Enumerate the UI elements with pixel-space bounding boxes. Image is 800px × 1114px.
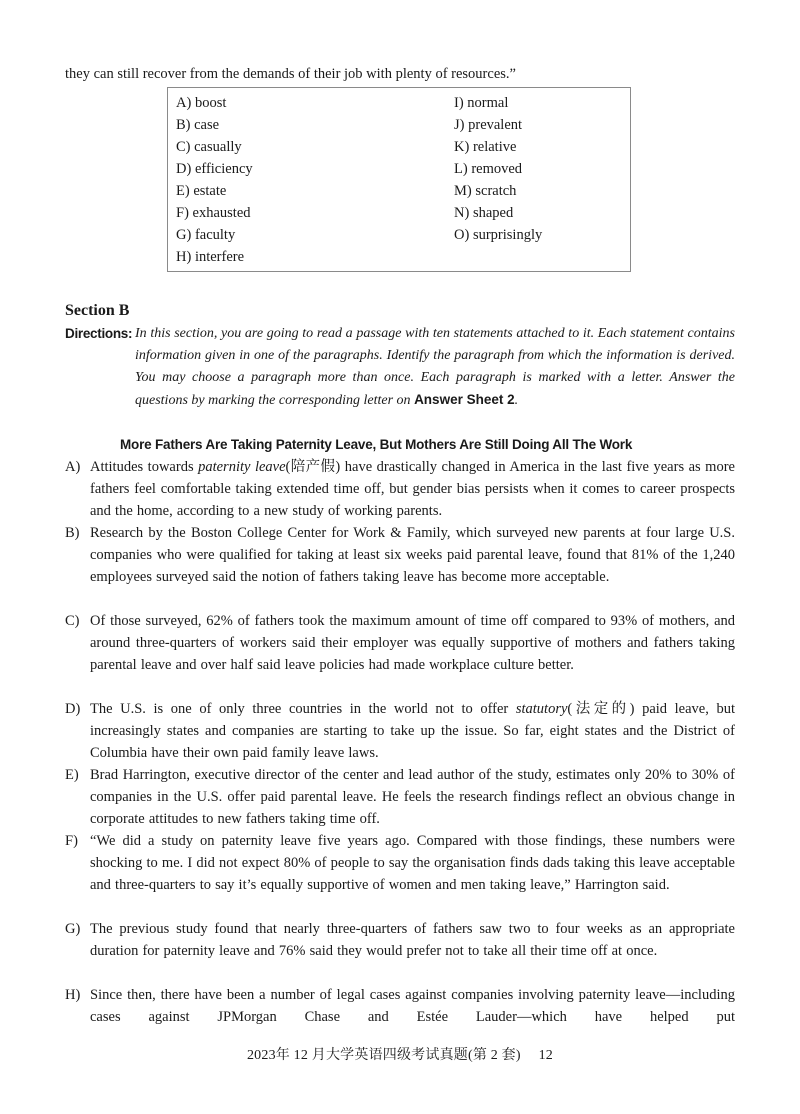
directions-label: Directions: (65, 326, 133, 341)
section-title: Section B (65, 302, 130, 319)
paragraph-b: B) Research by the Boston College Center for Work & Family, which surveyed new parents at four large U.S. companies who were qualified for taking at least six weeks paid parental leave, found that 81% of the 1,240 employees surveyed said the notion of fathers taking leave has become more acceptable. (65, 522, 735, 588)
chinese-gloss: (法定的) (567, 701, 635, 717)
word-option: J) prevalent (454, 117, 523, 133)
word-option: O) surprisingly (454, 227, 543, 243)
paragraph-a: A) Attitudes towards paternity leave(陪产假) have drastically changed in America in the last five years as more fathers feel comfortable taking extended time off, but gender bias persists when it comes to career prospects and the home, according to a new study of working parents. (65, 456, 735, 522)
page-footer: 2023年 12 月大学英语四级考试真题(第 2 套) 12 (246, 1048, 554, 1063)
chinese-gloss: (陪产假) (285, 459, 341, 475)
previous-passage-tail: they can still recover from the demands of their job with plenty of resources.” (65, 66, 516, 82)
paragraph-e: E) Brad Harrington, executive director of the center and lead author of the study, estimates only 20% to 30% of companies in the U.S. offer paid parental leave. He feels the research findings reflect an obvious change in corporate attitudes to new fathers taking time off. (65, 764, 735, 830)
word-option: N) shaped (454, 205, 514, 221)
paragraph-h: H) Since then, there have been a number of legal cases against companies involving paternity leave—including cases against JPMorgan Chase and Estée Lauder—which have helped put (65, 984, 735, 1028)
paragraph-label: G) (65, 921, 81, 937)
paragraph-label: H) (65, 987, 81, 1003)
paragraph-c: C) Of those surveyed, 62% of fathers took the maximum amount of time off compared to 93% of mothers, and around three-quarters of workers said their employer was equally supportive of mothers and fathers taking parental leave and over half said leave policies had made workplace culture better. (65, 610, 735, 676)
paragraph-label: F) (65, 833, 78, 849)
word-option: L) removed (454, 161, 523, 177)
word-option: I) normal (454, 95, 509, 111)
paragraph-label: C) (65, 613, 80, 629)
word-option: H) interfere (176, 249, 245, 265)
word-bank-box (167, 87, 631, 272)
paragraph-label: E) (65, 767, 79, 783)
answer-sheet-ref: Answer Sheet 2 (414, 392, 515, 407)
term-italic: paternity leave (198, 459, 286, 475)
directions-text: In this section, you are going to read a passage with ten statements attached to it. Each statement contains information given in one of the paragraphs. Identify the paragraph from which the information is derived. You may choose a paragraph more than once. Each paragraph is marked with a letter. Answer the questions by marking the corresponding letter on Answer Sheet 2. (135, 326, 735, 408)
word-option: D) efficiency (176, 161, 253, 177)
word-option: C) casually (176, 139, 242, 155)
word-option: M) scratch (454, 183, 517, 199)
paragraph-f: F) “We did a study on paternity leave five years ago. Compared with those findings, these numbers were shocking to me. I did not expect 80% of people to say the organisation finds dads taking this leave acceptable and three-quarters to say it’s equally supportive of women and men taking leave,” Harrington said. (65, 830, 735, 896)
term-italic: statutory (515, 701, 568, 717)
word-option: A) boost (176, 95, 227, 111)
paragraph-label: A) (65, 459, 81, 475)
word-option: B) case (176, 117, 220, 133)
word-option: F) exhausted (176, 205, 251, 221)
paragraph-label: D) (65, 701, 81, 717)
paragraph-d: D) The U.S. is one of only three countries in the world not to offer statutory(法定的) paid leave, but increasingly states and companies are starting to take up the issue. So far, eight states and the District of Columbia have their own paid family leave laws. (65, 698, 735, 764)
passage-title: More Fathers Are Taking Paternity Leave, But Mothers Are Still Doing All The Work (120, 437, 633, 452)
paragraph-g: G) The previous study found that nearly three-quarters of fathers saw two to four weeks as an appropriate duration for paternity leave and 76% said they would prefer not to take all their time off at once. (65, 918, 735, 962)
word-option: K) relative (454, 139, 517, 155)
word-option: G) faculty (176, 227, 236, 243)
word-option: E) estate (176, 183, 227, 199)
paragraph-label: B) (65, 525, 80, 541)
